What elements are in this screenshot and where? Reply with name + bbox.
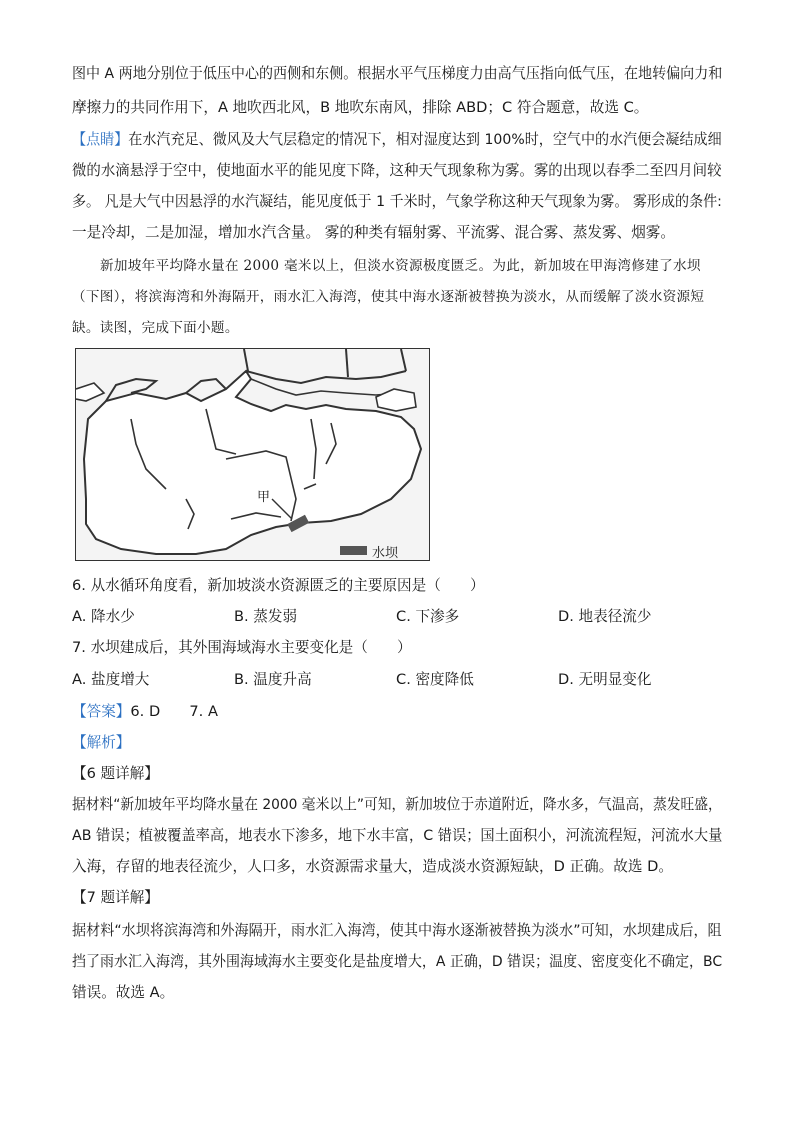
text-line: 多。 凡是大气中因悬浮的水汽凝结，能见度低于 1 千米时，气象学称这种天气现象为雾。 雾形成的条件:	[72, 193, 722, 210]
question-7-stem: 7. 水坝建成后，其外围海域海水主要变化是（ ）	[72, 639, 412, 656]
point-jia-label: 甲	[257, 490, 271, 505]
material-line: 缺。读图，完成下面小题。	[72, 320, 239, 336]
text-line: 微的水滴悬浮于空中，使地面水平的能见度下降，这种天气现象称为雾。雾的出现以春季二至四月间较	[72, 162, 722, 179]
q7-detail-line: 错误。故选 A。	[72, 984, 175, 1001]
q7-detail-tag: 【7 题详解】	[72, 889, 159, 906]
text-line	[72, 130, 722, 150]
legend-swatch	[340, 546, 367, 555]
answer-tag: 【答案】	[72, 703, 131, 720]
text-line: 一是冷却，二是加湿，增加水汽含量。 雾的种类有辐射雾、平流雾、混合雾、蒸发雾、烟雾。	[72, 224, 675, 241]
analysis-tag: 【解析】	[72, 734, 131, 751]
answer-text: 6. D 7. A	[130, 703, 218, 720]
tip-tag: 【点睛】	[72, 131, 129, 148]
q7-detail-line: 据材料“水坝将滨海湾和外海隔开，雨水汇入海湾，使其中海水逐渐被替换为淡水”可知，水坝建成后，阻	[72, 922, 722, 939]
material-line: （下图），将滨海湾和外海隔开，雨水汇入海湾，使其中海水逐渐被替换为淡水，从而缓解了淡水资源短	[72, 289, 705, 305]
q6-detail-line: AB 错误；植被覆盖率高，地表水下渗多，地下水丰富，C 错误；国土面积小，河流流程短，河流水大量	[72, 827, 723, 844]
text-line: 摩擦力的共同作用下，A 地吹西北风，B 地吹东南风，排除 ABD；C 符合题意，故选 C。	[72, 99, 649, 116]
q7-option-c: C. 密度降低	[396, 671, 474, 688]
material-line: 新加坡年平均降水量在 2000 毫米以上，但淡水资源极度匮乏。为此，新加坡在甲海湾修建了水坝	[100, 258, 701, 274]
q6-detail-line: 入海，存留的地表径流少，人口多，水资源需求量大，造成淡水资源短缺，D 正确。故选 D。	[72, 858, 673, 875]
answer-line	[72, 702, 218, 722]
q6-option-b: B. 蒸发弱	[234, 608, 298, 625]
singapore-map	[75, 348, 430, 561]
tip-text: 在水汽充足、微风及大气层稳定的情况下，相对湿度达到 100%时，空气中的水汽便会凝结成细	[128, 131, 722, 148]
question-6-stem: 6. 从水循环角度看，新加坡淡水资源匮乏的主要原因是（ ）	[72, 577, 485, 594]
q6-option-d: D. 地表径流少	[558, 608, 652, 625]
q6-option-a: A. 降水少	[72, 608, 135, 625]
q7-option-a: A. 盐度增大	[72, 671, 150, 688]
q6-detail-tag: 【6 题详解】	[72, 765, 159, 782]
q6-detail-line: 据材料“新加坡年平均降水量在 2000 毫米以上”可知，新加坡位于赤道附近，降水多，气温高，蒸发旺盛，	[72, 796, 722, 813]
q7-detail-line: 挡了雨水汇入海湾，其外围海域海水主要变化是盐度增大，A 正确，D 错误；温度、密度变化不确定，BC	[72, 953, 723, 970]
q6-option-c: C. 下渗多	[396, 608, 460, 625]
q7-option-d: D. 无明显变化	[558, 671, 652, 688]
text-line: 图中 A 两地分别位于低压中心的西侧和东侧。根据水平气压梯度力由高气压指向低气压，在地转偏向力和	[72, 65, 723, 82]
legend-label: 水坝	[372, 546, 399, 561]
q7-option-b: B. 温度升高	[234, 671, 312, 688]
map-drawing	[76, 349, 429, 560]
